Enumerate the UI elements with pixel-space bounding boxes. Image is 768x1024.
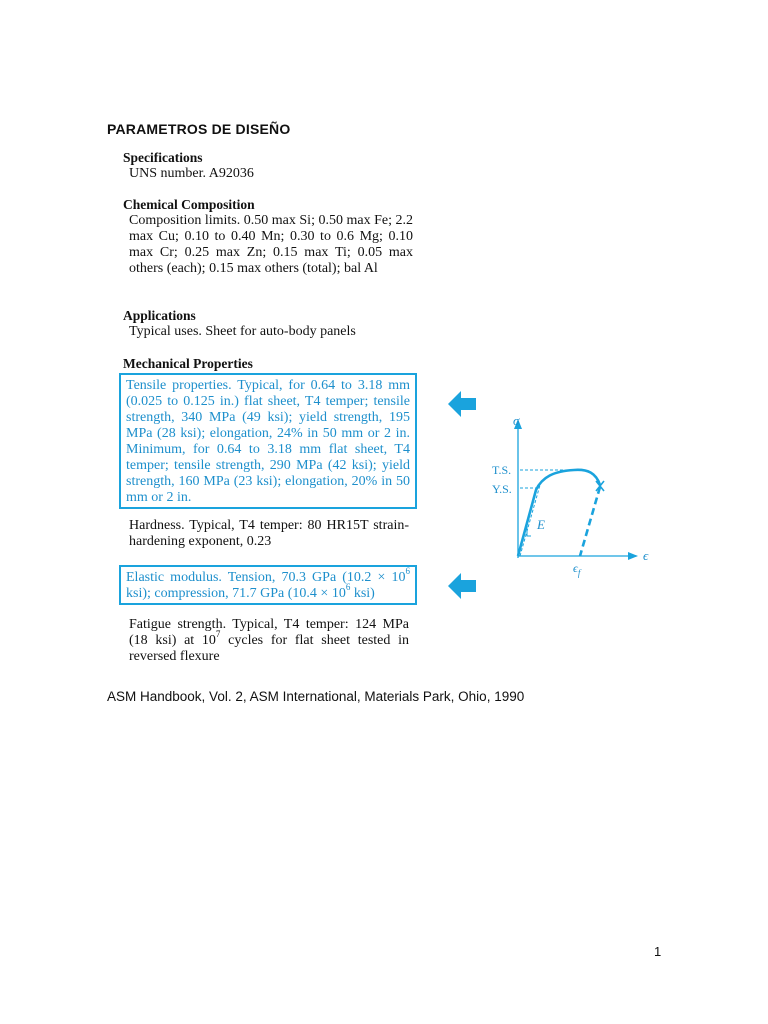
modulus-label: E: [537, 517, 545, 532]
applications-section: [123, 308, 413, 340]
citation-footer: ASM Handbook, Vol. 2, ASM International, Materials Park, Ohio, 1990: [107, 689, 525, 704]
chemical-composition-heading: Chemical Composition: [123, 197, 255, 212]
mechanical-properties-heading: Mechanical Properties: [123, 356, 253, 371]
epsilon-axis-label: ϵ: [643, 548, 649, 563]
chemical-composition-section: [123, 197, 413, 277]
fracture-strain-label: [573, 561, 582, 578]
tensile-properties-box: [119, 373, 417, 509]
elastic-modulus-text-2: ksi); compression, 71.7 GPa (10.4 × 10: [126, 586, 346, 601]
diagram-axes: [514, 419, 638, 560]
stress-strain-diagram: [480, 405, 680, 585]
applications-text: Typical uses. Sheet for auto-body panels: [129, 324, 356, 339]
arrow-left-icon: [448, 390, 478, 418]
fatigue-text-2: cycles for flat sheet tested in reversed flexure: [129, 633, 409, 664]
elastic-modulus-text-1: Elastic modulus. Tension, 70.3 GPa (10.2 × 10: [126, 570, 406, 585]
elastic-modulus-box: [119, 565, 417, 605]
ys-label: Y.S.: [492, 482, 512, 496]
elastic-modulus-exponent-2: 6: [345, 582, 351, 593]
fatigue-text-1: Fatigue strength. Typical, T4 temper: 124 MPa (18 ksi) at 10: [129, 617, 409, 648]
specifications-text: UNS number. A92036: [129, 166, 254, 181]
elastic-modulus-exponent-1: 6: [405, 566, 410, 577]
specifications-heading: Specifications: [123, 150, 203, 165]
fracture-strain-base: ϵ: [573, 561, 578, 575]
fracture-strain-subscript: f: [577, 568, 581, 578]
mechanical-properties-section: [123, 356, 413, 372]
chemical-composition-text: Composition limits. 0.50 max Si; 0.50 max Fe; 2.2 max Cu; 0.10 to 0.40 Mn; 0.30 to 0.6 Mg; 0.10 max Cr; 0.25 max Zn; 0.15 max Ti; 0.05 max others (each); 0.15 max others (total); bal Al: [129, 213, 413, 276]
applications-heading: Applications: [123, 308, 196, 323]
fatigue-strength-text: [129, 617, 409, 665]
ts-label: T.S.: [492, 463, 512, 477]
stress-strain-curve: [518, 470, 600, 556]
hardness-text: Hardness. Typical, T4 temper: 80 HR15T strain-hardening exponent, 0.23: [129, 518, 409, 549]
page-title: PARAMETROS DE DISEÑO: [107, 121, 291, 137]
specifications-section: [123, 150, 413, 182]
elastic-modulus-text-3: ksi): [350, 586, 375, 601]
page-number: 1: [654, 944, 662, 959]
tensile-properties-text: Tensile properties. Typical, for 0.64 to 3.18 mm (0.025 to 0.125 in.) flat sheet, T4 temper; tensile strength, 340 MPa (49 ksi); yield strength, 195 MPa (28 ksi); elongation, 24% in 50 mm or 2 in. Minimum, for 0.64 to 3.18 mm flat sheet, T4 temper; tensile strength, 290 MPa (42 ksi); yield strength, 160 MPa (23 ksi); elongation, 20% in 50 mm or 2 in.: [126, 378, 410, 505]
arrow-left-icon: [448, 572, 478, 600]
unloading-line: [580, 487, 600, 556]
sigma-axis-label: σ: [513, 413, 520, 428]
fatigue-exponent: 7: [215, 629, 221, 640]
